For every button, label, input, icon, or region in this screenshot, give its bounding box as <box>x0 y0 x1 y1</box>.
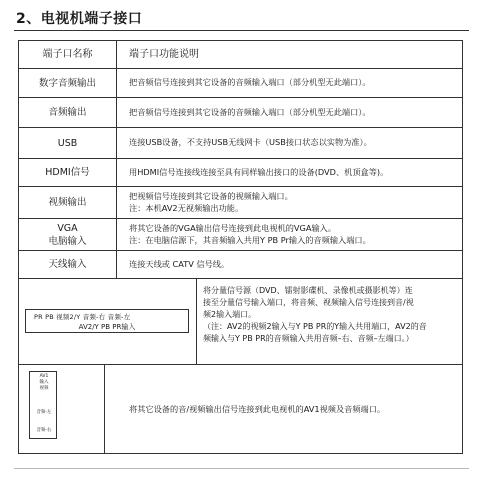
av1-jack-diagram <box>19 365 105 453</box>
title-divider <box>14 30 469 31</box>
port-name: 天线输入 <box>19 251 117 278</box>
table-row <box>19 187 462 219</box>
port-name: USB <box>19 128 117 158</box>
table-row <box>19 251 462 279</box>
jack-group-label: AV2/Y PB PR输入 <box>78 323 136 331</box>
component-note: 频输入与Y PB PR的音频输入共用音频–右、音频–左端口。） <box>203 334 414 343</box>
av1-label: AV1 <box>39 374 49 379</box>
port-name: 音频输出 <box>19 98 117 127</box>
table-row <box>19 219 462 251</box>
port-description: 连接天线或 CATV 信号线。 <box>129 258 230 269</box>
component-input-row <box>19 279 462 365</box>
port-name: HDMI信号 <box>19 159 117 186</box>
component-jack-diagram <box>19 279 197 364</box>
av1-jack-panel <box>29 371 57 439</box>
component-note: （注：AV2的视频2输入与Y PB PR的Y输入共用端口，AV2的音 <box>203 322 427 331</box>
port-name-line2: 电脑输入 <box>48 235 87 247</box>
port-description: 把视频信号连接到其它设备的视频输入端口。 <box>129 191 293 201</box>
av1-audio-right-label: 音频-右 <box>36 428 52 433</box>
header-port-function: 端子口功能说明 <box>129 48 199 60</box>
section-title: 2、电视机端子接口 <box>16 11 143 27</box>
av1-description: 将其它设备的音/视频输出信号连接到此电视机的AV1视频及音频端口。 <box>129 403 386 414</box>
port-note: 注：本机AV2无视频输出功能。 <box>129 202 244 213</box>
ports-table <box>18 40 463 454</box>
jack-labels: PR PB 视频2/Y 音频-右 音频-左 <box>34 313 131 321</box>
header-port-name: 端子口名称 <box>19 41 117 68</box>
av1-input-label: 输入 <box>39 380 49 385</box>
table-header-row <box>19 41 462 69</box>
table-row <box>19 128 462 159</box>
port-description: 把音频信号连接到其它设备的音频输入端口（部分机型无此端口）。 <box>129 106 371 117</box>
jack-panel <box>25 309 189 333</box>
av1-audio-left-label: 音频-左 <box>36 410 52 415</box>
port-name: 数字音频输出 <box>19 69 117 97</box>
table-row <box>19 69 462 98</box>
port-name: 视频输出 <box>19 187 117 218</box>
port-description: 把音频信号连接到其它设备的音频输入端口（部分机型无此端口）。 <box>129 77 371 88</box>
table-row <box>19 159 462 187</box>
component-description: 接至分量信号输入端口，将音频、视频输入信号连接到音/视 <box>203 298 414 307</box>
port-description: 连接USB设备，不支持USB无线网卡（USB接口状态以实物为准）。 <box>129 137 372 148</box>
av1-video-label: 视频 <box>39 386 49 391</box>
component-description: 将分量信号源（DVD、镭射影碟机、录像机或摄影机等）连 <box>203 286 413 295</box>
port-description: 将其它设备的VGA输出信号连接到此电视机的VGA输入。 <box>129 223 337 233</box>
footer-divider <box>14 468 469 469</box>
port-note: 注：在电脑信源下，其音频输入共用Y PB Pr输入的音频输入端口。 <box>129 234 371 245</box>
port-description: 用HDMI信号连接线连接至具有同样输出接口的设备(DVD、机顶盒等)。 <box>129 166 389 177</box>
av1-input-row <box>19 365 462 453</box>
table-row <box>19 98 462 128</box>
component-description: 频2输入端口。 <box>203 310 257 319</box>
port-name: VGA <box>57 222 78 234</box>
